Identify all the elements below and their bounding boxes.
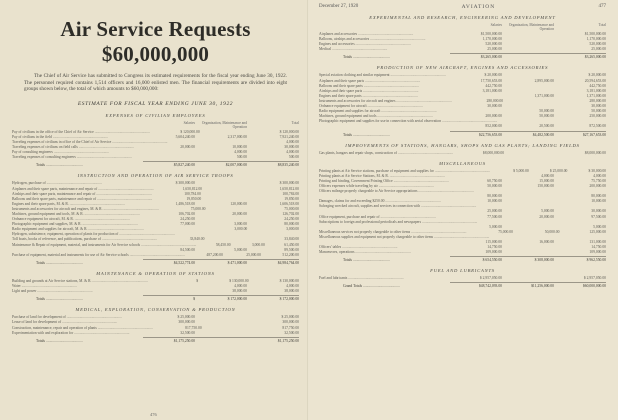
table-row — [319, 151, 606, 156]
item-amount: 89,500.00 — [284, 247, 299, 252]
item-label: Engines and their spare parts ............................................................ — [319, 93, 418, 98]
item-label: Ordnance equipment for aircraft ............................................................ — [319, 104, 423, 109]
item-label: Hydrogen, purchase of ............................................................ — [12, 181, 102, 186]
item-label: Subscriptions to foreign and professional periodicals and newspapers ............................................................ — [319, 219, 478, 224]
item-label: Purchase of equipment, material and instruments for use of Air Service schools ............................................................ — [12, 252, 185, 257]
item-amount: 58,450.00 — [215, 242, 231, 247]
item-label: Officers expenses while traveling by air ............................................................ — [319, 183, 435, 188]
item-amount: 15,000.00 — [539, 178, 554, 183]
item-amount: 33,840.00 — [189, 237, 205, 242]
item-amount: 20,000.00 — [180, 145, 195, 150]
item-label: Building and grounds at Air Service stations, M. & R. ............................................................ — [12, 278, 148, 283]
totals-amount: $ 962,550.00 — [586, 258, 606, 263]
item-amount — [195, 331, 247, 336]
column-header: Organization, Maintenance and Operation — [508, 23, 554, 31]
section-heading: FUEL AND LUBRICANTS — [430, 268, 495, 274]
totals-label: Totals ........................................ — [36, 338, 83, 343]
section-heading: IMPROVEMENTS OF STATIONS, HANGARS, SHOPS AND GAS PLANTS; LANDING FIELDS — [345, 142, 580, 148]
item-amount: 115,000.00 — [485, 240, 502, 244]
item-label: Pay of civilians in the field ............................................................ — [12, 134, 109, 139]
item-amount: 4,000.00 — [234, 150, 247, 155]
totals-row — [12, 297, 299, 302]
item-amount: 97,500.00 — [591, 214, 606, 219]
item-amount: 100,784.00 — [184, 191, 201, 196]
item-label: Experimentation with and exploration for ............................................................ — [12, 330, 130, 335]
item-label: Officers mileage properly chargeable to Air Service appropriations ............................................................ — [319, 189, 474, 194]
item-amount: $ — [196, 278, 199, 283]
item-amount — [502, 47, 554, 52]
totals-row — [319, 284, 606, 289]
totals-amount: $ 471,000.00 — [227, 260, 247, 265]
item-amount: $ 20,000.00 — [588, 73, 606, 78]
item-amount: 4,000.00 — [234, 284, 247, 289]
item-amount: 75,000.00 — [190, 206, 206, 211]
item-amount: 60,750.00 — [487, 178, 502, 183]
item-label: Damages, claims for and exceeding $250.00 ............................................................ — [319, 199, 441, 204]
table-row — [12, 155, 299, 160]
column-header: Salaries — [490, 23, 502, 27]
item-amount: 32,500.00 — [284, 330, 299, 335]
total-rule — [450, 256, 606, 257]
intro-paragraph: The Chief of Air Service has submitted to Congress its estimated requirements for the fiscal year ending June 30, 1922. The personnel required contains 1,514 officers and 16,000 enlisted men. The financial requirements are divided into eight groups shown below, the total of which amounts to $60,000,000: — [24, 73, 287, 93]
section-heading: MISCELLANEOUS — [439, 160, 486, 166]
item-label: Gas plants, hangars and repair shops, construction of ............................................................ — [319, 150, 454, 155]
item-amount: 25,000.00 — [246, 252, 261, 257]
item-amount: 120,000.00 — [230, 201, 247, 206]
item-amount: 280,000.00 — [486, 98, 504, 103]
totals-amount: $4,482,500.00 — [532, 132, 554, 137]
totals-amount: $5,827,240.00 — [173, 163, 195, 168]
table-row — [319, 276, 606, 281]
table-row — [319, 47, 606, 52]
totals-label: Totals ........................................ — [36, 163, 83, 168]
item-amount: $ 130,000.00 — [279, 278, 299, 283]
item-label: Miscellaneous supplies and equipment not properly chargeable to other items ............................................................ — [319, 234, 490, 239]
journal-header: AVIATION — [461, 4, 496, 10]
item-amount: 25,000.00 — [487, 209, 502, 214]
item-label: Engines and accessories ............................................................ — [319, 42, 411, 47]
item-amount: $ 300,000.00 — [279, 181, 299, 186]
item-amount: 3,000.00 — [234, 227, 248, 232]
item-amount: 3,000.00 — [251, 242, 265, 247]
item-amount: $1,500,000.00 — [480, 32, 502, 36]
totals-amount: $ 172,000.00 — [279, 297, 299, 302]
item-amount: $ 25,000.00 — [177, 315, 195, 320]
table-row — [319, 250, 606, 255]
item-amount: $ 130,000.00 — [229, 278, 249, 283]
totals-amount: $11,256,000.00 — [531, 284, 554, 289]
item-amount: 4,000.00 — [286, 284, 299, 289]
item-amount: 75,000.00 — [498, 229, 513, 234]
totals-label: Totals ........................................ — [36, 297, 83, 302]
item-amount: 77,000.00 — [180, 222, 195, 227]
item-label: Special aviation clothing and similar equipment ............................................................ — [319, 73, 446, 78]
right-page — [309, 0, 618, 420]
item-amount: 80,000.00 — [487, 194, 502, 199]
totals-amount: $27,167,653.00 — [582, 132, 606, 137]
item-label: Manoeuvres, operations ............................................................ — [319, 250, 411, 255]
table-row — [12, 253, 299, 258]
totals-row — [12, 261, 299, 266]
item-amount: 14,750.00 — [591, 245, 606, 250]
item-label: Traveling expenses of civilians in office of the Chief of Air Service ............................................................ — [12, 139, 168, 144]
table-row — [319, 124, 606, 129]
item-label: Fuel and lubricants ............................................................ — [319, 276, 404, 281]
totals-label: Totals ........................................ — [343, 55, 390, 60]
item-label: Engines and their spare parts, M. & R. ............................................................ — [12, 201, 125, 206]
item-amount: 80,000.00 — [284, 222, 299, 227]
item-amount: 100,784.00 — [282, 191, 300, 196]
totals-label: Totals ........................................ — [343, 132, 390, 137]
item-amount: $1,500,000.00 — [584, 32, 606, 36]
item-amount: 1,371,000.00 — [534, 93, 554, 98]
item-label: Officers' tables ............................................................ — [319, 245, 398, 250]
item-amount: 150,000.00 — [537, 183, 554, 188]
item-label: Pay of consulting engineers ............................................................ — [12, 150, 110, 155]
item-amount: 3,000.00 — [286, 227, 300, 232]
totals-amount: $22,756,653.00 — [478, 132, 502, 137]
column-spacer — [12, 121, 143, 129]
totals-amount: $ 172,000.00 — [227, 297, 247, 302]
item-amount: 4,000.00 — [286, 139, 299, 144]
item-amount: 10,000.00 — [232, 145, 247, 150]
totals-amount: $ — [193, 297, 195, 302]
column-header: Salaries — [183, 120, 195, 125]
item-amount: 852,000.00 — [485, 124, 502, 129]
item-amount: 75,000.00 — [284, 206, 300, 211]
item-amount: 84,500.00 — [180, 247, 195, 252]
section-heading: MEDICAL, EXPLORATION, CONSERVATION & PRODUCTION — [75, 307, 236, 313]
total-rule — [450, 131, 606, 132]
item-amount: 20,500.00 — [539, 124, 554, 129]
item-label: Construction, maintenance, repair and operation of plants ............................................................ — [12, 325, 154, 330]
page-number: 477 — [598, 4, 606, 9]
item-amount: 250,000.00 — [589, 114, 606, 119]
item-amount: 280,000.00 — [589, 98, 606, 103]
item-amount: 487,200.00 — [206, 252, 223, 257]
totals-amount: $4,984,764.00 — [277, 260, 299, 265]
item-amount: 109,000.00 — [589, 250, 606, 255]
item-amount: 1,650,812.00 — [182, 186, 203, 191]
item-label: Airplanes and accessories ............................................................ — [319, 32, 414, 36]
item-amount: 442,750.00 — [485, 83, 502, 88]
item-amount: 30,000.00 — [487, 104, 502, 109]
column-header: Organization, Maintenance and Operation — [201, 120, 247, 129]
item-amount: 4,000.00 — [541, 173, 554, 178]
column-headers — [12, 121, 299, 129]
totals-row — [319, 258, 606, 263]
item-label: Photographic equipment and supplies for use in connection with aerial observation ............................................................ — [319, 119, 498, 124]
item-amount: 30,000.00 — [284, 145, 299, 150]
item-label: Traveling expenses of civilians on field calls ............................................................ — [12, 145, 135, 150]
table-row — [12, 289, 299, 294]
item-amount: 38,000.00 — [232, 289, 247, 294]
totals-amount: $ 308,000.00 — [534, 258, 554, 263]
item-label: Light and power ............................................................ — [12, 289, 93, 294]
total-rule — [143, 259, 299, 260]
item-amount: 5,604,240.00 — [175, 134, 195, 139]
item-amount: 38,000.00 — [284, 289, 299, 294]
item-amount: 109,000.00 — [485, 250, 502, 255]
item-label: Instruments and accessories for aircraft and engines, M. & R. ............................................................ — [12, 206, 159, 211]
item-amount — [502, 250, 554, 255]
item-label: Pay of civilians in the office of the Chief of Air Service ............................................................ — [12, 129, 150, 134]
item-label: Radio equipment and supplies for aircraft ............................................................ — [319, 109, 437, 114]
item-amount: 30,000.00 — [591, 104, 606, 109]
item-label: Water ............................................................ — [12, 284, 77, 289]
item-amount: 300,000.00 — [282, 320, 299, 325]
item-amount: 500.00 — [236, 155, 247, 160]
item-label: Balloons and their spare parts ............................................................ — [319, 83, 420, 88]
item-amount: 1,486,518.00 — [175, 201, 195, 206]
item-label: Lease of land for development of ............................................................ — [12, 320, 118, 325]
item-amount: 30,000.00 — [591, 209, 606, 214]
right-running-head — [319, 4, 606, 10]
item-label: Machines, ground equipment and tools ............................................................ — [319, 114, 433, 119]
totals-amount — [195, 339, 247, 344]
item-label: Printing plants at Air Service stations, purchase of equipment and supplies for ............................................................ — [319, 168, 491, 173]
item-label: Ordnance equipment for aircraft, M. & R. ............................................................ — [12, 217, 130, 222]
item-amount: 16,000.00 — [539, 240, 554, 244]
column-header: Total — [598, 23, 606, 27]
column-header: Total — [291, 120, 299, 125]
total-rule — [450, 53, 606, 54]
totals-label: Totals ........................................ — [343, 258, 390, 263]
totals-amount: $1,175,250.00 — [173, 338, 195, 343]
item-amount — [143, 289, 195, 294]
item-amount: 61,450.00 — [284, 242, 299, 247]
item-amount: 1,170,000.00 — [482, 37, 502, 42]
item-label: Purchase of land for development of ............................................................ — [12, 315, 122, 320]
item-amount: 25,000.00 — [487, 47, 502, 52]
right-sections — [319, 15, 606, 290]
item-amount — [502, 276, 554, 281]
totals-row — [319, 55, 606, 60]
page-number: 476 — [150, 412, 157, 417]
item-amount: 2,895,000.00 — [534, 78, 554, 83]
item-amount: 500.00 — [288, 155, 299, 160]
item-amount: 1,606,518.00 — [279, 201, 299, 206]
item-amount: 20,000.00 — [539, 214, 554, 219]
item-label: Printing plants at Air Service Stations, M. & R. ............................................................ — [319, 173, 445, 178]
totals-row — [12, 163, 299, 168]
item-amount: 131,000.00 — [589, 240, 606, 244]
item-amount: 1,650,812.00 — [279, 186, 299, 191]
item-amount: 126,702.00 — [282, 212, 299, 216]
item-label — [319, 124, 450, 129]
section-heading: MAINTENANCE & OPERATION OF STATIONS — [96, 270, 215, 276]
item-amount: 17,750,653.00 — [480, 78, 502, 83]
item-amount: 5,000.00 — [593, 224, 606, 229]
item-amount: 200,000.00 — [589, 183, 606, 188]
item-amount: 20,594,653.00 — [584, 78, 606, 83]
item-amount: 442,750.00 — [589, 83, 606, 88]
item-label: Balloons and their spare parts, maintenance and repair of ............................................................ — [12, 196, 153, 201]
item-label: Traveling expenses of consulting engineers ............................................................ — [12, 155, 133, 160]
column-spacer — [319, 23, 450, 31]
item-amount: $ 300,000.00 — [175, 181, 195, 186]
item-amount: 5,000.00 — [489, 224, 502, 229]
item-amount: 19,850.00 — [284, 196, 299, 201]
total-rule — [450, 282, 606, 283]
total-rule — [143, 337, 299, 338]
item-amount — [504, 151, 555, 156]
item-label: Radio equipment and supplies for aircraft, M. & R. ............................................................ — [12, 227, 144, 232]
item-amount: 520,000.00 — [485, 42, 502, 47]
item-amount: 50,000.00 — [539, 114, 554, 119]
totals-amount: $1,175,250.00 — [277, 338, 299, 343]
item-amount: $ 120,000.00 — [279, 129, 300, 134]
item-amount: 4,000.00 — [286, 150, 299, 155]
page-title: Air Service Requests $60,000,000 — [60, 17, 251, 66]
totals-amount: $2,007,000.00 — [225, 163, 247, 168]
item-amount: 3,000.00 — [234, 222, 247, 227]
totals-amount — [502, 55, 554, 60]
item-amount: 24,250.00 — [180, 217, 195, 222]
item-amount: $ 30,000.00 — [588, 168, 607, 173]
total-rule — [143, 295, 299, 296]
item-amount: 50,000.00 — [544, 229, 560, 234]
item-amount: 125,000.00 — [589, 229, 606, 234]
item-label: Airplanes and their spare parts ............................................................ — [319, 78, 421, 83]
item-label: Airplanes and their spare parts, maintenance and repair of ............................................................ — [12, 186, 154, 191]
item-amount: 75,750.00 — [591, 178, 606, 183]
item-amount: 3,181,000.00 — [482, 88, 502, 93]
item-amount: 32,500.00 — [180, 330, 195, 335]
item-amount: 5,000.00 — [234, 247, 247, 252]
item-amount: $ 20,000.00 — [484, 73, 502, 78]
item-amount: 50,000.00 — [539, 109, 554, 114]
item-amount: 7,921,240.00 — [279, 134, 299, 139]
item-label: Instruments and accessories for aircraft and engines ............................................................ — [319, 98, 452, 103]
item-label: Maintenance & Repair of equipment, material, and instruments for Air Service schools ............................................................ — [12, 242, 197, 247]
item-amount: $ 120,000.00 — [180, 129, 200, 134]
item-amount — [143, 155, 195, 160]
totals-row — [12, 339, 299, 344]
totals-amount: $60,000,000.00 — [582, 284, 606, 289]
estimate-heading: ESTIMATE FOR FISCAL YEAR ENDING JUNE 30, 1922 — [77, 100, 234, 107]
table-row — [12, 331, 299, 336]
item-label: Balloons, airships and accessories ............................................................ — [319, 37, 426, 42]
totals-label: Grand Totals ........................................ — [343, 284, 400, 289]
item-amount: 10,000.00 — [487, 199, 502, 204]
item-amount: 512,200.00 — [282, 252, 299, 257]
left-sections — [12, 113, 299, 344]
item-amount: $8,000,000.00 — [482, 150, 505, 155]
item-amount: 50,000.00 — [487, 183, 502, 188]
totals-row — [319, 133, 606, 138]
item-amount: $8,000,000.00 — [584, 150, 606, 155]
item-amount: 20,000.00 — [232, 212, 247, 216]
item-amount: 200,000.00 — [485, 114, 502, 119]
item-amount: 25,000.00 — [591, 47, 606, 52]
item-label: Hydrogen, subsistence, equipment, operation of plants for production of ............................................................ — [12, 232, 175, 237]
item-amount: 520,000.00 — [589, 42, 606, 47]
item-label: Printing and binding, Government Printing Office ............................................................ — [319, 178, 449, 183]
item-amount: $ 25,000.00 — [549, 168, 568, 173]
item-amount: 1,170,000.00 — [586, 37, 606, 42]
item-amount: 77,500.00 — [487, 214, 502, 219]
item-label: Office equipment, purchase and repair of ............................................................ — [319, 214, 436, 219]
item-amount: 2,317,000.00 — [227, 134, 247, 139]
item-amount: 300,000.00 — [178, 320, 195, 325]
item-amount: 4,000.00 — [593, 173, 606, 178]
item-label: Salvaging wrecked aircraft, supplies and services in connection with ............................................................ — [319, 204, 477, 209]
total-rule — [143, 161, 299, 162]
totals-amount: $48,742,093.00 — [478, 284, 502, 289]
item-label: Photographic equipment and supplies, M. & R. ............................................................ — [12, 222, 138, 227]
item-label: Airships and their spare parts ............................................................ — [319, 88, 419, 93]
item-amount: 50,000.00 — [591, 109, 606, 114]
section-heading: EXPENSES OF CIVILIAN EMPLOYEES — [105, 112, 206, 118]
item-amount: 106,702.00 — [178, 212, 195, 216]
item-amount: 1,371,000.00 — [586, 93, 606, 98]
section-heading: PRODUCTION OF NEW AIRCRAFT, ENGINES AND ACCESSORIES — [376, 65, 549, 71]
section-heading: INSTRUCTION AND OPERATION OF AIR SERVICE TROOPS — [77, 173, 234, 179]
item-label: Machines, ground equipment and tools, M. & R. ............................................................ — [12, 212, 140, 216]
item-amount: 817,750.00 — [185, 325, 202, 330]
totals-amount: $3,265,000.00 — [584, 55, 606, 60]
item-amount: 14,750.00 — [487, 245, 502, 250]
item-label: Airships and their spare parts, maintenance and repair of ............................................................ — [12, 191, 152, 196]
item-amount: 10,000.00 — [591, 199, 606, 204]
item-amount: 3,181,000.00 — [586, 88, 606, 93]
item-amount: 5,000.00 — [541, 209, 554, 214]
section-heading: EXPERIMENTAL AND RESEARCH, ENGINEERING AND DEVELOPMENT — [369, 15, 556, 20]
item-amount: $ 5,000.00 — [513, 168, 529, 173]
item-amount: $ 25,000.00 — [281, 315, 299, 320]
item-amount: 872,500.00 — [589, 124, 606, 129]
item-amount: 24,250.00 — [284, 217, 299, 222]
item-amount: 80,000.00 — [591, 194, 606, 199]
item-amount: 817,750.00 — [282, 325, 299, 330]
totals-amount: $8,835,240.00 — [277, 163, 299, 168]
totals-amount: $ 654,550.00 — [482, 258, 502, 263]
item-amount: $ 2,957,050.00 — [583, 276, 606, 281]
column-headers — [319, 23, 606, 31]
totals-label: Totals ........................................ — [36, 260, 83, 265]
item-label: Medical ............................................................ — [319, 47, 388, 52]
totals-amount: $4,522,774.00 — [173, 260, 195, 265]
item-label: Miscellaneous services not properly chargeable to other items ............................................................ — [319, 229, 467, 234]
totals-amount: $3,265,000.00 — [480, 55, 502, 60]
item-label: Toll boats, books of reference, and publications, purchase of ............................................................ — [12, 237, 158, 242]
issue-date: December 27, 1920 — [319, 4, 359, 9]
item-amount: $ 2,957,050.00 — [479, 276, 502, 281]
item-amount: 33,840.00 — [284, 237, 300, 242]
item-amount: 19,850.00 — [186, 196, 202, 201]
